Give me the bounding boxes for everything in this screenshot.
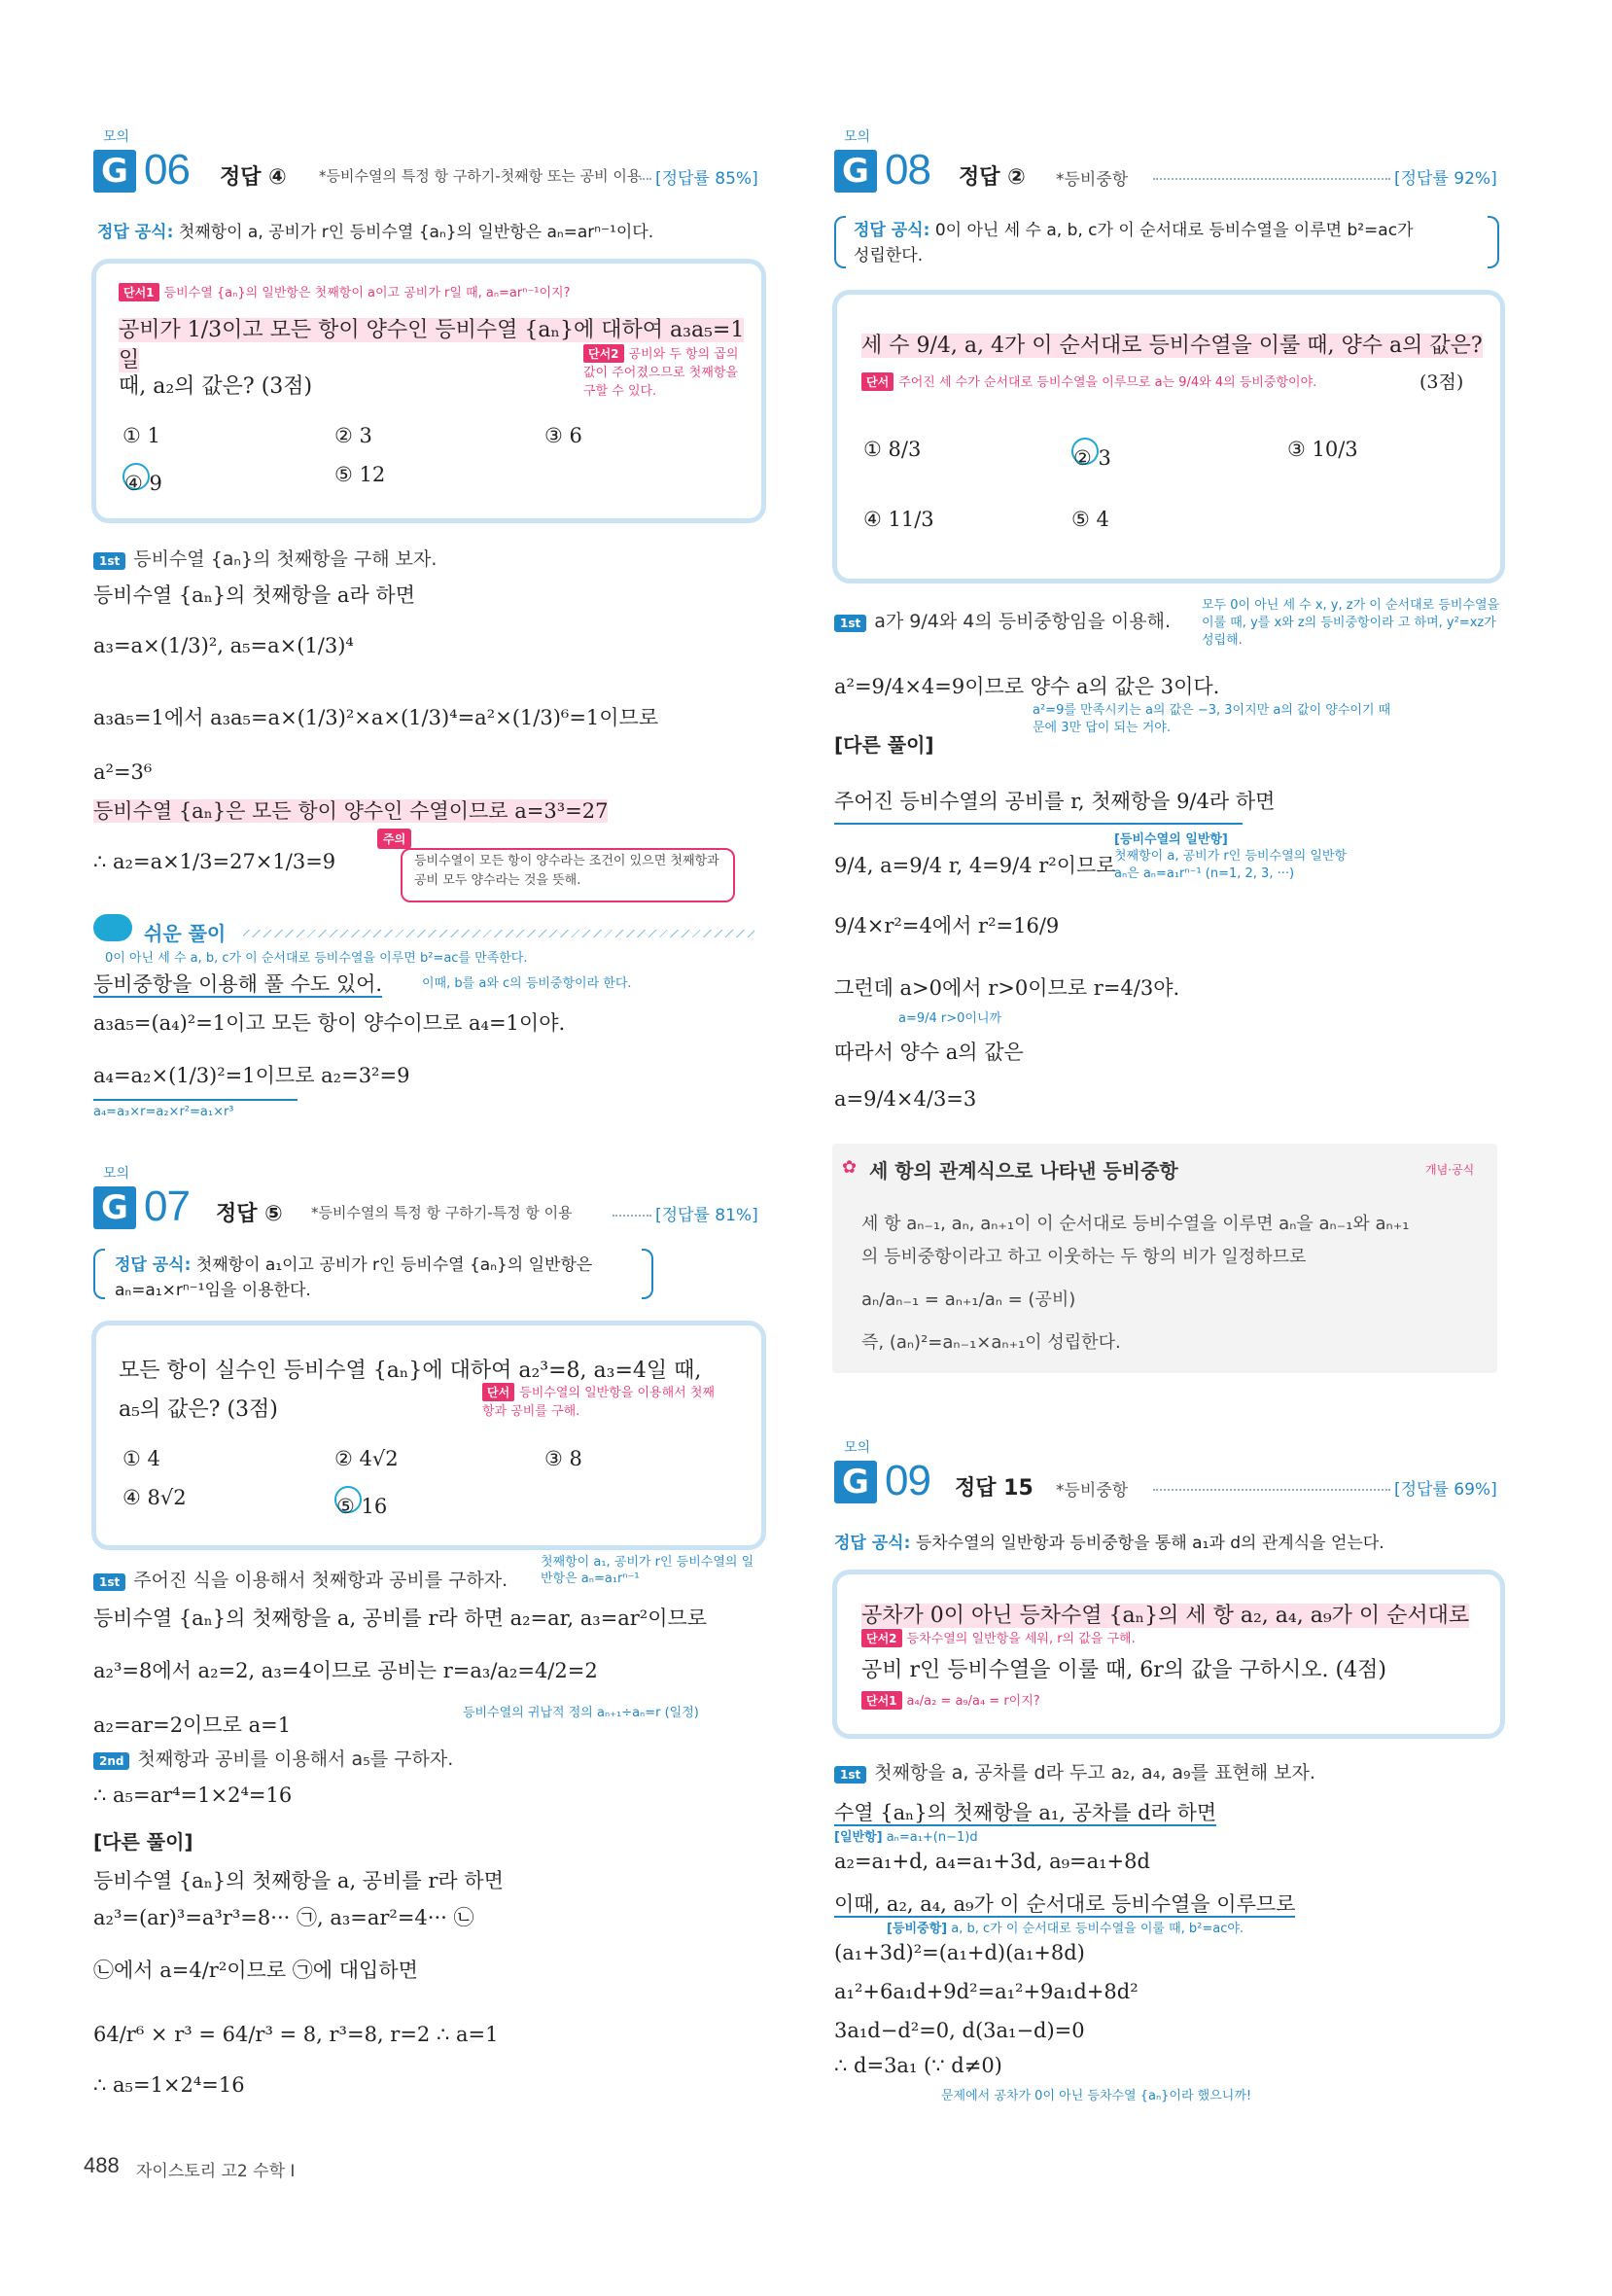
formula-line [97, 218, 653, 242]
solution-line: 따라서 양수 a의 값은 [834, 1041, 1024, 1064]
option-3[interactable]: ③ 6 [544, 424, 582, 447]
problem-badge-g: G [834, 1461, 877, 1503]
formula-line [834, 1529, 1384, 1553]
formula-label: 정답 공식: [854, 221, 930, 240]
hint-text-2: 공비와 두 항의 곱의 값이 주어졌으므로 첫째항을 구할 수 있다. [583, 347, 739, 399]
formula-label: 정답 공식: [97, 223, 174, 242]
solution-line: a₂=a₁+d, a₄=a₁+3d, a₉=a₁+8d [834, 1850, 1150, 1873]
solution-line: ∴ a₂=a×1/3=27×1/3=9 [93, 850, 336, 873]
problem-line-1: 공비가 1/3이고 모든 항이 양수인 등비수열 {aₙ}에 대하여 a₃a₅=1일 [119, 318, 745, 372]
solution-line: 3a₁d−d²=0, d(3a₁−d)=0 [834, 2019, 1085, 2042]
step-badge: 2nd [93, 1752, 129, 1770]
problem-number: 06 [144, 146, 190, 194]
concept-line: 즉, (aₙ)²=aₙ₋₁×aₙ₊₁이 성립한다. [861, 1332, 1121, 1353]
formula-bracket-left [834, 216, 846, 268]
solution-line: a₁²+6a₁d+9d²=a₁²+9a₁d+8d² [834, 1980, 1139, 2003]
mock-label: 모의 [103, 129, 130, 145]
option-3[interactable]: ③ 10/3 [1287, 438, 1358, 461]
option-5[interactable]: ⑤ 4 [1071, 508, 1109, 531]
problem-number: 07 [144, 1183, 190, 1230]
formula-text-1: 첫째항이 a₁이고 공비가 r인 등비수열 {aₙ}의 일반항은 [195, 1255, 593, 1275]
step-badge: 1st [93, 552, 125, 570]
solution-line: 9/4×r²=4에서 r²=16/9 [834, 914, 1060, 937]
alt-solution-title: [다른 풀이] [93, 1830, 193, 1854]
solution-line: a²=3⁶ [93, 760, 153, 784]
problem-line-1: 세 수 9/4, a, 4가 이 순서대로 등비수열을 이룰 때, 양수 a의 값은? [861, 334, 1483, 358]
problem-line-2: 공비 r인 등비수열을 이룰 때, 6r의 값을 구하시오. (4점) [861, 1658, 1386, 1682]
problem-line-2: 때, a₂의 값은? (3점) [119, 374, 313, 399]
solution-line: a₄=a₂×(1/3)²=1이므로 a₂=3²=9 [93, 1064, 410, 1087]
score: (3점) [1419, 371, 1464, 393]
formula-bracket-right [1488, 216, 1499, 268]
answer-label: 정답 15 [955, 1476, 1034, 1501]
option-1[interactable]: ① 8/3 [863, 438, 922, 461]
side-note: 모두 0이 아닌 세 수 x, y, z가 이 순서대로 등비수열을 이룰 때, y를 x와 z의 등비중항이라 고 하며, y²=xz가 성립해. [1202, 598, 1500, 648]
solution-line: 9/4, a=9/4 r, 4=9/4 r²이므로 [834, 854, 1116, 877]
formula-text-2: 성립한다. [854, 246, 924, 265]
formula-label: 정답 공식: [115, 1255, 192, 1275]
accuracy-rate: [정답률 85%] [655, 169, 758, 189]
alt-solution-title: [다른 풀이] [834, 733, 934, 757]
problem-number: 08 [885, 146, 930, 194]
note-title: [등비수열의 일반항] [1114, 832, 1228, 847]
warning-tag: 주의 [377, 829, 411, 849]
step-text: 등비수열 {aₙ}의 첫째항을 구해 보자. [133, 548, 438, 570]
answer-label: 정답 ② [959, 165, 1026, 190]
flower-icon: ✿ [842, 1157, 858, 1178]
step-1 [93, 545, 437, 571]
accuracy-rate: [정답률 69%] [1394, 1480, 1497, 1500]
problem-number: 09 [885, 1457, 930, 1504]
inline-note: 등비수열의 귀납적 정의 aₙ₊₁÷aₙ=r (일정) [463, 1706, 699, 1720]
step-badge: 1st [93, 1573, 125, 1591]
solution-line: 주어진 등비수열의 공비를 r, 첫째항을 9/4라 하면 [834, 790, 1276, 813]
easy-note-2: 이때, b를 a와 c의 등비중항이라 한다. [422, 976, 632, 991]
solution-line: 64/r⁶ × r³ = 64/r³ = 8, r³=8, r=2 ∴ a=1 [93, 2023, 499, 2046]
option-2[interactable]: ② 4√2 [334, 1447, 399, 1470]
problem-line-1: 모든 항이 실수인 등비수열 {aₙ}에 대하여 a₂³=8, a₃=4일 때, [119, 1359, 702, 1383]
underline [93, 1099, 298, 1101]
topic-label: *등비중항 [1056, 1481, 1129, 1501]
mock-label: 모의 [844, 129, 871, 145]
formula-text: 첫째항이 a, 공비가 r인 등비수열 {aₙ}의 일반항은 aₙ=arⁿ⁻¹이다. [178, 223, 654, 242]
option-5-selected[interactable]: ⑤ 16 [334, 1486, 387, 1518]
step-text: a가 9/4와 4의 등비중항임을 이용해. [874, 611, 1171, 632]
solution-line: a₃=a×(1/3)², a₅=a×(1/3)⁴ [93, 634, 354, 657]
solution-line: (a₁+3d)²=(a₁+d)(a₁+8d) [834, 1941, 1085, 1964]
inline-note: a=9/4 r>0이니까 [898, 1011, 1002, 1026]
step-1 [93, 1566, 508, 1592]
topic-label: *등비수열의 특정 항 구하기-첫째항 또는 공비 이용 [319, 167, 642, 185]
formula-label: 정답 공식: [834, 1534, 911, 1553]
leader-dots [1153, 178, 1390, 180]
hint-2 [861, 1628, 1136, 1647]
formula-text-2: aₙ=a₁×rⁿ⁻¹임을 이용한다. [115, 1281, 311, 1300]
easy-note: 0이 아닌 세 수 a, b, c가 이 순서대로 등비수열을 이루면 b²=ac를 만족한다. [105, 951, 528, 966]
option-5[interactable]: ⑤ 12 [334, 463, 386, 486]
hint-tag: 단서 [861, 372, 894, 391]
option-1[interactable]: ① 1 [123, 424, 160, 447]
solution-line: a₃a₅=(a₄)²=1이고 모든 항이 양수이므로 a₄=1이야. [93, 1011, 566, 1035]
solution-line: ∴ a₅=1×2⁴=16 [93, 2073, 245, 2097]
leader-dots [1153, 1489, 1390, 1491]
hint-text: 등비수열의 일반항을 이용해서 첫째항과 공비를 구해. [482, 1386, 715, 1419]
leader-dots [640, 178, 651, 180]
mock-label: 모의 [103, 1166, 130, 1182]
concept-title: 세 항의 관계식으로 나타낸 등비중항 [869, 1159, 1178, 1183]
solution-line: a₂³=(ar)³=a³r³=8··· ㉠, a₃=ar²=4··· ㉡ [93, 1906, 474, 1929]
solution-line: 수열 {aₙ}의 첫째항을 a₁, 공차를 d라 하면 [834, 1801, 1217, 1824]
hint-1 [119, 282, 571, 301]
hint-tag: 단서 [482, 1383, 514, 1401]
concept-tag: 개념·공식 [1425, 1163, 1475, 1177]
hint-text-1: a₄/a₂ = a₉/a₄ = r이지? [906, 1694, 1040, 1709]
leader-dots [613, 1215, 651, 1217]
answer-label: 정답 ④ [220, 165, 287, 190]
option-1[interactable]: ① 4 [123, 1447, 160, 1470]
inline-note: a²=9를 만족시키는 a의 값은 −3, 3이지만 a의 값이 양수이기 때문에 3만 답이 되는 거야. [1033, 703, 1391, 735]
hint-tag-2: 단서2 [861, 1629, 902, 1647]
solution-line: 등비수열 {aₙ}의 첫째항을 a, 공비를 r라 하면 [93, 1869, 504, 1892]
topic-label: *등비중항 [1056, 170, 1129, 190]
answer-label: 정답 ⑤ [216, 1202, 283, 1226]
solution-line-highlight: 등비수열 {aₙ}은 모든 항이 양수인 수열이므로 a=3³=27 [93, 799, 609, 823]
step-text: 주어진 식을 이용해서 첫째항과 공비를 구하자. [133, 1570, 508, 1591]
easy-solution-title: 쉬운 풀이 [144, 922, 227, 945]
page-number: 488 [84, 2153, 120, 2177]
formula-block [854, 218, 1414, 268]
solution-line: ∴ a₅=ar⁴=1×2⁴=16 [93, 1784, 293, 1807]
option-4[interactable]: ④ 11/3 [863, 508, 934, 531]
solution-line: 이때, a₂, a₄, a₉가 이 순서대로 등비수열을 이루므로 [834, 1892, 1296, 1916]
solution-line: 그런데 a>0에서 r>0이므로 r=4/3야. [834, 976, 1180, 1000]
concept-line: 세 항 aₙ₋₁, aₙ, aₙ₊₁이 이 순서대로 등비수열을 이루면 aₙ을 aₙ₋₁와 aₙ₊₁ [861, 1214, 1410, 1234]
hint-1 [861, 1690, 1040, 1710]
note-text: 첫째항이 a, 공비가 r인 등비수열의 일반항 aₙ은 aₙ=a₁rⁿ⁻¹ (n=1, 2, 3, ···) [1114, 849, 1348, 881]
solution-line: 등비중항을 이용해 풀 수도 있어. [93, 972, 383, 996]
formula-text: 등차수열의 일반항과 등비중항을 통해 a₁과 d의 관계식을 얻는다. [915, 1534, 1384, 1553]
hint [482, 1383, 725, 1421]
book-title: 자이스토리 고2 수학 I [136, 2162, 296, 2181]
solution-line: a₂³=8에서 a₂=2, a₃=4이므로 공비는 r=a₃/a₂=4/2=2 [93, 1659, 598, 1682]
easy-solution-icon [93, 914, 132, 941]
underline [834, 823, 1243, 825]
wavy-divider [243, 930, 754, 937]
hint-2 [583, 344, 749, 401]
solution-line: ㉡에서 a=4/r²이므로 ㉠에 대입하면 [93, 1959, 418, 1982]
accuracy-rate: [정답률 92%] [1394, 169, 1497, 189]
formula-text-1: 0이 아닌 세 수 a, b, c가 이 순서대로 등비수열을 이루면 b²=ac가 [934, 221, 1414, 240]
inline-note: [등비중항] a, b, c가 이 순서대로 등비수열을 이룰 때, b²=ac야. [887, 1922, 1244, 1936]
option-2[interactable]: ② 3 [334, 424, 372, 447]
warning-text: 등비수열이 모든 항이 양수라는 조건이 있으면 첫째항과 공비 모두 양수라는 것을 뜻해. [414, 854, 719, 888]
step-text: 첫째항과 공비를 이용해서 a₅를 구하자. [137, 1748, 454, 1770]
hint-text-1: 등비수열 {aₙ}의 일반항은 첫째항이 a이고 공비가 r일 때, aₙ=arⁿ⁻¹이지? [163, 286, 571, 300]
concept-line: aₙ/aₙ₋₁ = aₙ₊₁/aₙ = (공비) [861, 1289, 1076, 1310]
concept-line: 의 등비중항이라고 하고 이웃하는 두 항의 비가 일정하므로 [861, 1247, 1307, 1267]
option-4-selected[interactable]: ④ 9 [123, 463, 162, 495]
option-4[interactable]: ④ 8√2 [123, 1486, 187, 1509]
step-1 [834, 607, 1171, 633]
formula-bracket-right [642, 1249, 653, 1299]
problem-badge-g: G [93, 1186, 136, 1229]
problem-line-1: 공차가 0이 아닌 등차수열 {aₙ}의 세 항 a₂, a₄, a₉가 이 순서대로 [861, 1604, 1470, 1628]
hint-tag-1: 단서1 [119, 283, 159, 301]
side-note: 첫째항이 a₁, 공비가 r인 등비수열의 일반항은 aₙ=a₁rⁿ⁻¹ [541, 1555, 754, 1586]
topic-label: *등비수열의 특정 항 구하기-특정 항 이용 [311, 1204, 573, 1221]
hint-text: 주어진 세 수가 순서대로 등비수열을 이루므로 a는 9/4와 4의 등비중항이야. [898, 375, 1317, 390]
solution-line: a=9/4×4/3=3 [834, 1087, 977, 1111]
hint-tag-1: 단서1 [861, 1691, 902, 1710]
step-1 [834, 1758, 1315, 1784]
solution-line: a₃a₅=1에서 a₃a₅=a×(1/3)²×a×(1/3)⁴=a²×(1/3)⁶=1이므로 [93, 706, 659, 729]
accuracy-rate: [정답률 81%] [655, 1206, 758, 1225]
option-3[interactable]: ③ 8 [544, 1447, 582, 1470]
solution-line: 등비수열 {aₙ}의 첫째항을 a, 공비를 r라 하면 a₂=ar, a₃=ar²이므로 [93, 1607, 708, 1630]
solution-line: a²=9/4×4=9이므로 양수 a의 값은 3이다. [834, 675, 1220, 698]
inline-note: 문제에서 공차가 0이 아닌 등차수열 {aₙ}이라 했으니까! [941, 2089, 1252, 2103]
step-text: 첫째항을 a, 공차를 d라 두고 a₂, a₄, a₉를 표현해 보자. [874, 1762, 1315, 1784]
formula-block [115, 1253, 592, 1303]
problem-badge-g: G [93, 150, 136, 193]
step-badge: 1st [834, 1766, 866, 1784]
inline-note: [일반항] aₙ=a₁+(n−1)d [834, 1830, 978, 1845]
solution-line: 등비수열 {aₙ}의 첫째항을 a라 하면 [93, 583, 415, 607]
problem-line-2: a₅의 값은? (3점) [119, 1397, 278, 1422]
solution-line: ∴ d=3a₁ (∵ d≠0) [834, 2054, 1002, 2077]
hint-text-2: 등차수열의 일반항을 세워, r의 값을 구해. [906, 1632, 1136, 1646]
inline-note: a₄=a₃×r=a₂×r²=a₁×r³ [93, 1105, 234, 1119]
formula-bracket-left [93, 1249, 105, 1299]
option-2-selected[interactable]: ② 3 [1071, 438, 1111, 470]
hint [861, 371, 1316, 391]
mock-label: 모의 [844, 1440, 871, 1456]
step-badge: 1st [834, 615, 866, 632]
solution-line: a₂=ar=2이므로 a=1 [93, 1713, 292, 1737]
problem-badge-g: G [834, 150, 877, 193]
step-2 [93, 1745, 453, 1771]
hint-tag-2: 단서2 [583, 344, 624, 363]
